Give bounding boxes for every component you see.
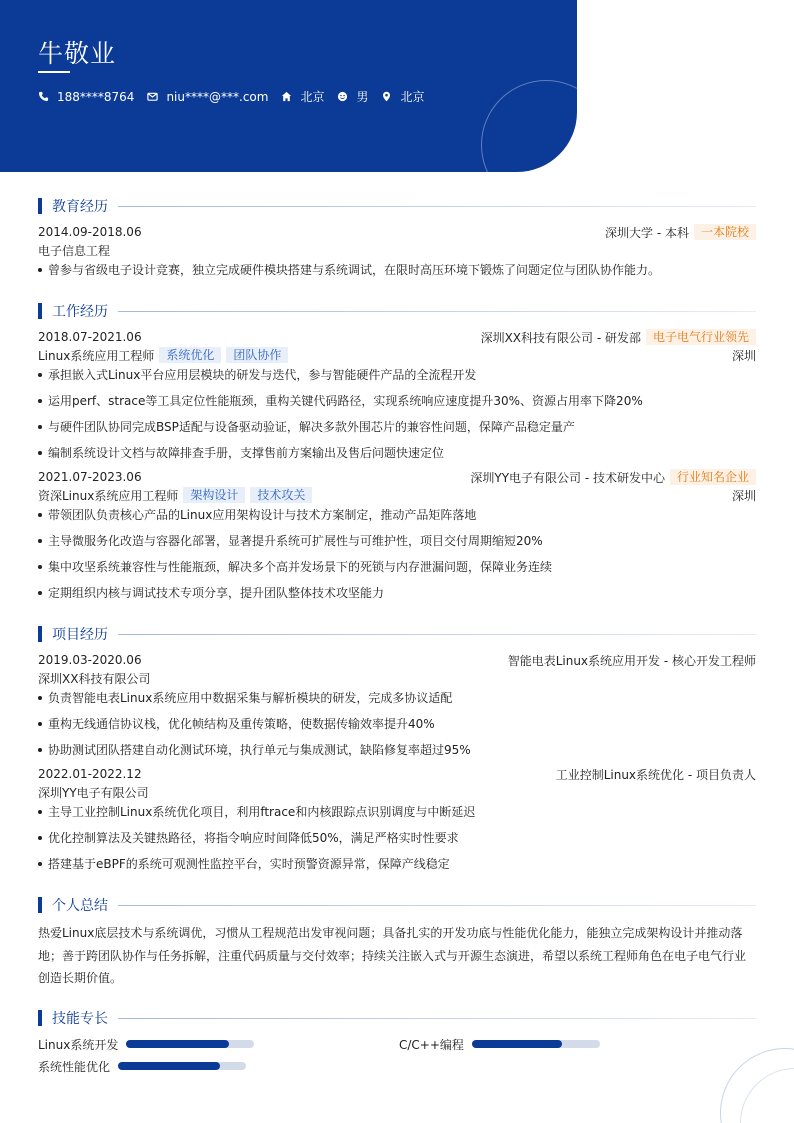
work-2-bullet: 集中攻坚系统兼容性与性能瓶颈，解决多个高并发场景下的死锁与内存泄漏问题，保障业务连续	[38, 559, 756, 575]
project-2-row	[38, 766, 756, 782]
project-2-company-row	[38, 784, 756, 800]
section-work-title: 工作经历	[52, 304, 108, 320]
project-2-bullet: 优化控制算法及关键热路径，将指令响应时间降低50%，满足严格实时性要求	[38, 830, 756, 846]
location-icon	[381, 91, 392, 102]
work-2-bullet: 带领团队负责核心产品的Linux应用架构设计与技术方案制定，推动产品矩阵落地	[38, 507, 756, 523]
education-date: 2014.09-2018.06	[38, 225, 142, 239]
work-1-row	[38, 329, 756, 345]
section-education-header	[38, 196, 756, 216]
section-divider	[118, 634, 756, 635]
section-divider	[118, 206, 756, 207]
work-1-city: 深圳	[731, 348, 756, 363]
contact-phone-text: 188****8764	[57, 89, 135, 104]
contact-email	[147, 90, 268, 104]
work-1-bullet: 承担嵌入式Linux平台应用层模块的研发与迭代，参与智能硬件产品的全流程开发	[38, 367, 756, 383]
section-marker	[38, 1010, 42, 1026]
work-2-date: 2021.07-2023.06	[38, 470, 142, 484]
contact-location	[381, 88, 424, 105]
summary-text: 热爱Linux底层技术与系统调优，习惯从工程规范出发审视问题；具备扎实的开发功底与性能优化能力，能独立完成架构设计并推动落地；善于跨团队协作与任务拆解，注重代码质量与交付效率；持续关注嵌入式与开源生态演进，希望以系统工程师角色在电子电气行业创造长期价值。	[38, 926, 747, 985]
skill-level-bar	[472, 1040, 600, 1048]
project-1-bullet: 负责智能电表Linux系统应用中数据采集与解析模块的研发，完成多协议适配	[38, 690, 756, 706]
work-1-bullet: 与硬件团队协同完成BSP适配与设备驱动验证，解决多款外围芯片的兼容性问题，保障产品稳定量产	[38, 419, 756, 435]
work-1-title-group	[38, 347, 288, 364]
work-1-date: 2018.07-2021.06	[38, 330, 142, 344]
section-marker	[38, 897, 42, 913]
skill-name: 系统性能优化	[38, 1059, 111, 1074]
education-tag: 一本院校	[694, 224, 756, 240]
project-2-bullet: 搭建基于eBPF的系统可观测性监控平台，实时预警资源异常，保障产线稳定	[38, 856, 756, 872]
home-icon	[281, 91, 292, 102]
contact-location-text: 北京	[400, 90, 425, 104]
work-1-tag: 团队协作	[226, 347, 288, 363]
section-projects-title: 项目经历	[52, 627, 108, 643]
work-2-bullet: 主导微服务化改造与容器化部署，显著提升系统可扩展性与可维护性，项目交付周期缩短20%	[38, 533, 756, 549]
work-2-company-tag: 行业知名企业	[670, 469, 756, 485]
work-1-title-row	[38, 347, 756, 363]
work-2-title-row	[38, 487, 756, 503]
section-skills-title: 技能专长	[52, 1011, 108, 1027]
project-1-name: 智能电表Linux系统应用开发 - 核心开发工程师	[507, 653, 756, 668]
skill-level-fill	[472, 1040, 562, 1048]
education-major: 电子信息工程	[38, 243, 111, 258]
project-1-bullet: 协助测试团队搭建自动化测试环境，执行单元与集成测试，缺陷修复率超过95%	[38, 742, 756, 758]
work-2-title: 资深Linux系统应用工程师	[38, 488, 179, 503]
contact-email-text: niu****@***.com	[166, 89, 269, 104]
contact-gender-text: 男	[356, 90, 369, 104]
contact-phone	[38, 90, 134, 104]
phone-icon	[38, 91, 49, 102]
education-bullet: 曾参与省级电子设计竞赛，独立完成硬件模块搭建与系统调试，在限时高压环境下锻炼了问题定位与团队协作能力。	[38, 262, 756, 278]
section-summary-header	[38, 895, 756, 915]
work-2-tag: 架构设计	[183, 487, 245, 503]
section-marker	[38, 303, 42, 319]
education-school: 深圳大学 - 本科	[605, 225, 689, 240]
work-1-title: Linux系统应用工程师	[38, 348, 155, 363]
work-2-company-group	[470, 469, 756, 486]
project-2-name: 工业控制Linux系统优化 - 项目负责人	[555, 767, 756, 782]
work-1-company: 深圳XX科技有限公司 - 研发部	[480, 330, 641, 345]
contact-home	[281, 88, 324, 105]
work-1-tag: 系统优化	[159, 347, 221, 363]
project-1-row	[38, 652, 756, 668]
name-underline	[38, 71, 70, 73]
section-marker	[38, 198, 42, 214]
section-divider	[118, 1018, 756, 1019]
header-decoration-circle	[481, 80, 577, 172]
work-1-company-group	[481, 329, 756, 346]
skill-item	[399, 1036, 600, 1052]
education-school-group	[605, 224, 756, 241]
work-2-row	[38, 469, 756, 485]
skill-name: Linux系统开发	[38, 1037, 119, 1052]
project-2-company: 深圳YY电子有限公司	[38, 785, 149, 800]
section-projects-header	[38, 624, 756, 644]
gender-icon	[337, 91, 348, 102]
skill-item	[38, 1058, 246, 1074]
section-divider	[118, 311, 756, 312]
work-2-city: 深圳	[731, 488, 756, 503]
section-divider	[118, 905, 756, 906]
section-summary-title: 个人总结	[52, 898, 108, 914]
work-2-company: 深圳YY电子有限公司 - 技术研发中心	[470, 470, 665, 485]
work-1-company-tag: 电子电气行业领先	[646, 329, 756, 345]
skill-level-fill	[126, 1040, 228, 1048]
section-education-title: 教育经历	[52, 199, 108, 215]
skill-level-bar	[126, 1040, 254, 1048]
skill-level-fill	[118, 1062, 220, 1070]
candidate-name: 牛敬业	[38, 39, 117, 68]
work-2-tag: 技术攻关	[250, 487, 312, 503]
project-2-bullet: 主导工业控制Linux系统优化项目，利用ftrace和内核跟踪点识别调度与中断延迟	[38, 804, 756, 820]
section-marker	[38, 626, 42, 642]
project-1-company-row	[38, 670, 756, 686]
skill-item	[38, 1036, 254, 1052]
section-skills-header	[38, 1008, 756, 1028]
section-work-header	[38, 301, 756, 321]
project-1-bullet: 重构无线通信协议栈，优化帧结构及重传策略，使数据传输效率提升40%	[38, 716, 756, 732]
mail-icon	[147, 91, 158, 102]
education-row	[38, 224, 756, 240]
project-1-date: 2019.03-2020.06	[38, 653, 142, 667]
work-1-bullet: 编制系统设计文档与故障排查手册，支撑售前方案输出及售后问题快速定位	[38, 445, 756, 461]
skill-level-bar	[118, 1062, 246, 1070]
contact-gender	[337, 88, 368, 105]
skill-name: C/C++编程	[399, 1037, 464, 1052]
project-2-date: 2022.01-2022.12	[38, 767, 142, 781]
project-1-company: 深圳XX科技有限公司	[38, 671, 151, 686]
contact-row	[38, 88, 438, 105]
work-2-title-group	[38, 487, 312, 504]
work-1-bullet: 运用perf、strace等工具定位性能瓶颈，重构关键代码路径，实现系统响应速度提升30%、资源占用率下降20%	[38, 393, 756, 409]
resume-header	[0, 0, 577, 172]
contact-home-text: 北京	[300, 90, 325, 104]
work-2-bullet: 定期组织内核与调试技术专项分享，提升团队整体技术攻坚能力	[38, 585, 756, 601]
education-major-row	[38, 242, 756, 258]
